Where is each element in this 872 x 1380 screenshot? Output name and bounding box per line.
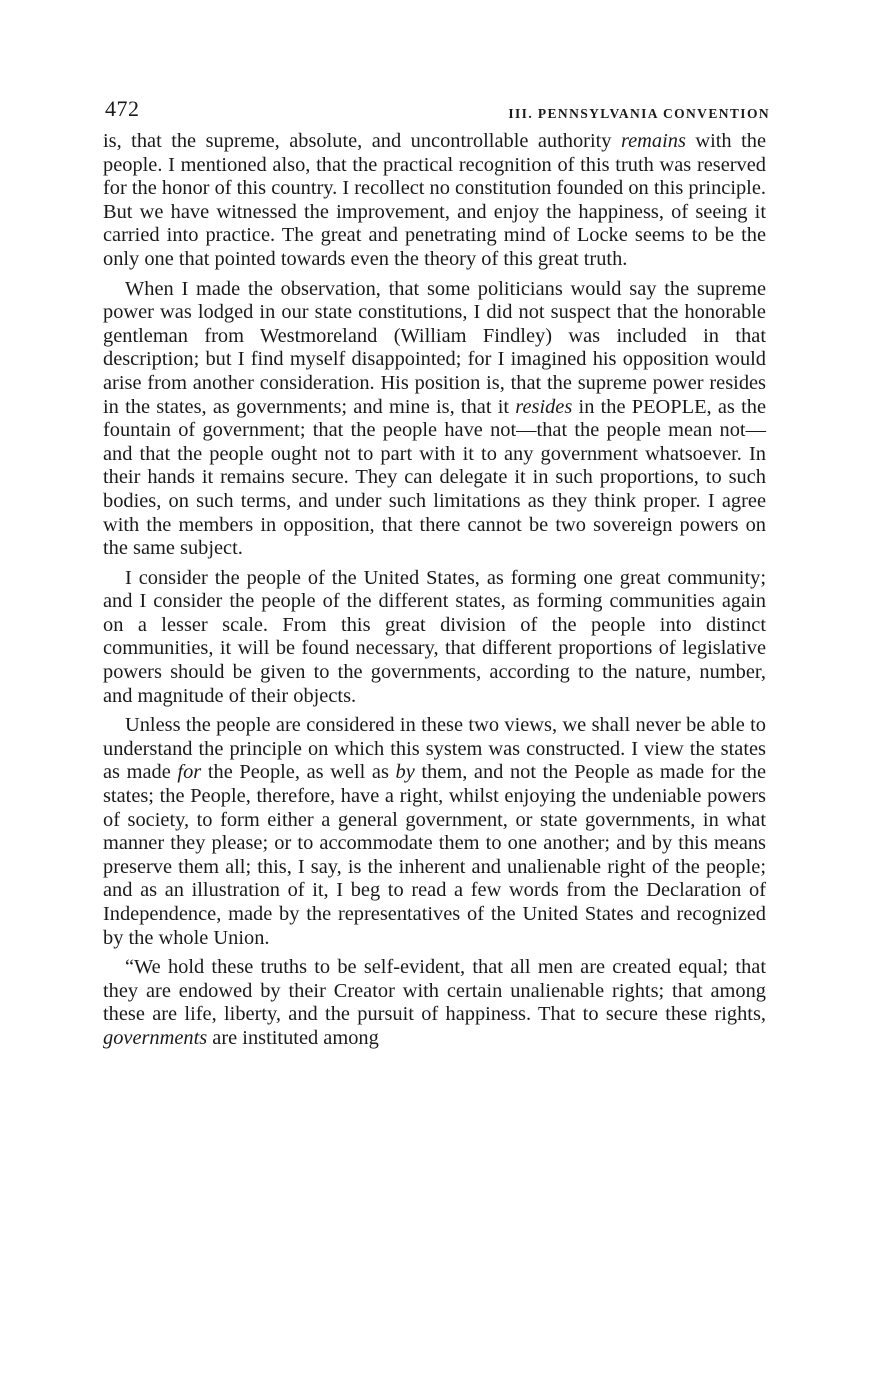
text-run: the People, as well as	[201, 761, 396, 784]
running-head: III. PENNSYLVANIA CONVENTION	[508, 106, 770, 121]
text-run: When I made the observation, that some politicians would say the supreme power was lodged in our state constitutions, I did not suspect that the honorable gentleman from Westmoreland (William Findley) was included in that description; but I find myself disappointed; for I imagined his opposition would arise from another consideration. His position is, that the supreme power resides in the states, as governments; and mine is, that it	[103, 277, 766, 418]
text-run: I consider the people of the United States, as forming one great community; and I consider the people of the different states, as forming communities again on a lesser scale. From this great division of the people into distinct communities, it will be found necessary, that different proportions of legislative powers should be given to the governments, according to the nature, number, and magnitude of their objects.	[103, 566, 766, 707]
text-run: in the PEOPLE, as the fountain of government; that the people have not—that the people mean not—and that the people ought not to part with it to any government whatsoever. In their hands it remains secure. They can delegate it in such proportions, to such bodies, on such terms, and under such limitations as they think proper. I agree with the members in opposition, that there cannot be two sovereign powers on the same subject.	[103, 395, 766, 560]
page-header	[103, 90, 770, 130]
italic-text: governments	[103, 1026, 208, 1049]
paragraph	[103, 956, 766, 1050]
text-run: are instituted among	[207, 1026, 379, 1049]
italic-text: for	[177, 761, 202, 784]
paragraph	[103, 567, 766, 709]
text-run: them, and not the People as made for the states; the People, therefore, have a right, whilst enjoying the undeniable powers of society, to form either a general government, or state governments, in what manner they please; or to accommodate them to one another; and by this means preserve them all; this, I say, is the inherent and unalienable right of the people; and as an illustration of it, I beg to read a few words from the Declaration of Independence, made by the representatives of the United States and recognized by the whole Union.	[103, 761, 767, 949]
italic-text: by	[395, 761, 415, 784]
paragraph	[103, 714, 766, 950]
italic-text: remains	[620, 130, 686, 152]
document-page	[103, 90, 770, 1057]
italic-text: resides	[515, 395, 573, 418]
text-run: Unless the people are considered in these two views, we shall never be able to understand the principle on which this system was constructed. I view the states as made	[103, 714, 766, 784]
paragraph	[103, 130, 766, 272]
text-run: with the people. I mentioned also, that the practical recognition of this truth was reserved for the honor of this country. I recollect no constitution founded on this principle. But we have witnessed the improvement, and enjoy the happiness, of seeing it carried into practice. The great and penetrating mind of Locke seems to be the only one that pointed towards even the theory of this great truth.	[103, 130, 766, 270]
page-number: 472	[105, 96, 140, 121]
paragraph	[103, 278, 766, 561]
body-text	[103, 130, 766, 1051]
text-run: is, that the supreme, absolute, and uncontrollable authority	[103, 130, 621, 152]
text-run: “We hold these truths to be self-evident, that all men are created equal; that they are endowed by their Creator with certain unalienable rights; that among these are life, liberty, and the pursuit of happiness. That to secure these rights,	[103, 956, 766, 1026]
